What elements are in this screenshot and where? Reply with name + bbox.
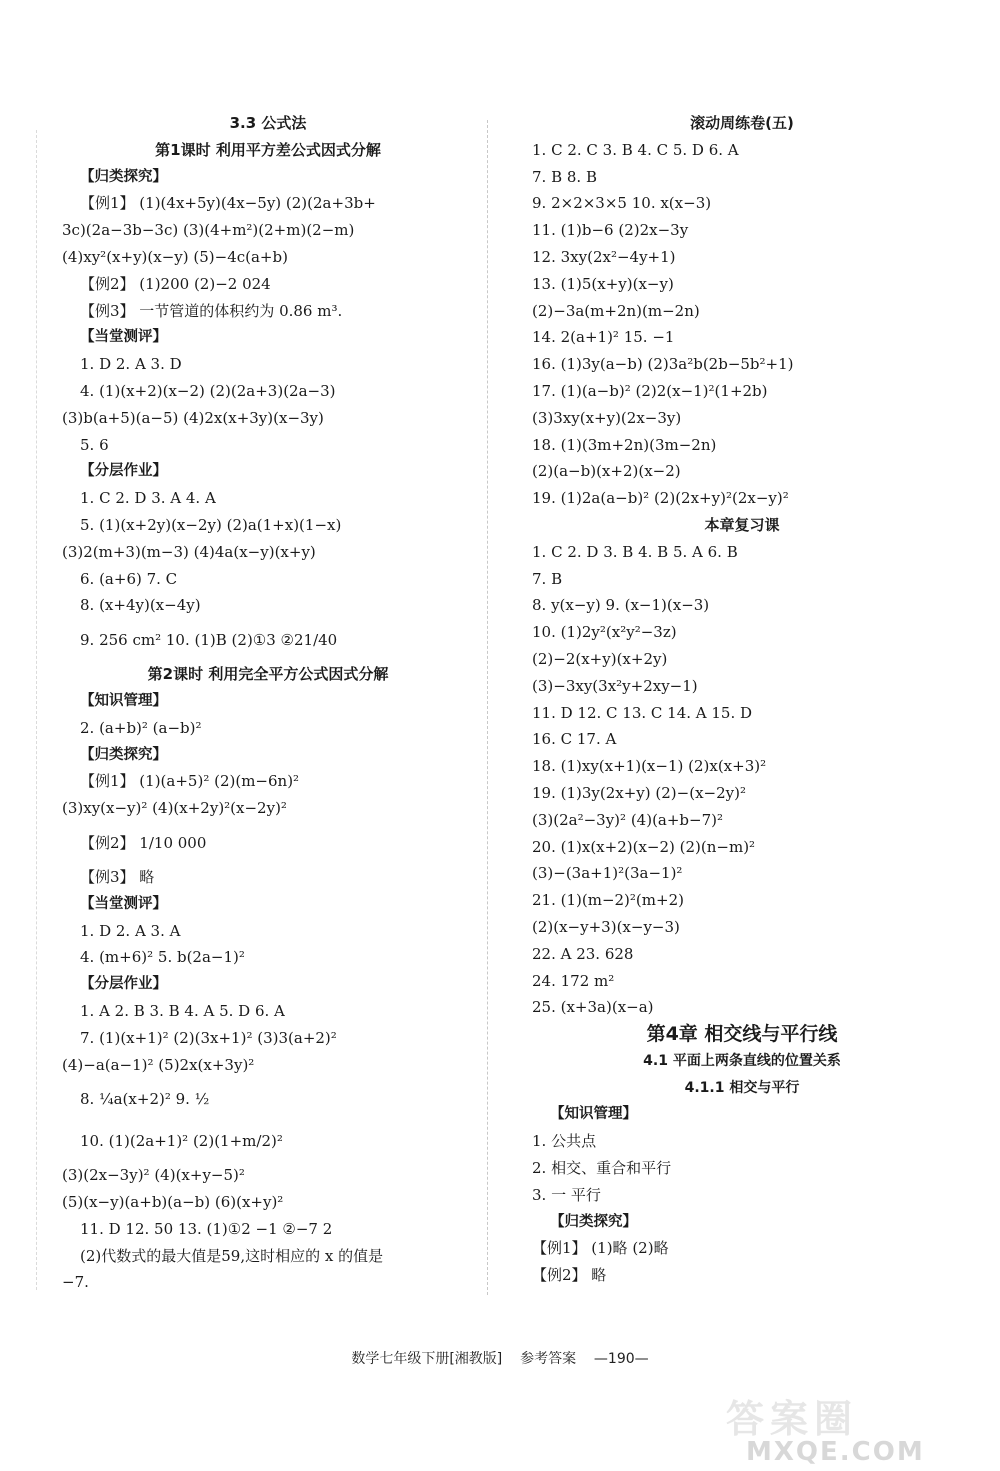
answer-line: 7. (1)(x+1)² (2)(3x+1)² (3)3(a+2)² (80, 1028, 337, 1047)
section-heading: 4.1.1 相交与平行 (684, 1079, 800, 1096)
answer-line: (2)代数式的最大值是59,这时相应的 x 的值是 (80, 1246, 384, 1265)
answer-line: (5)(x−y)(a+b)(a−b) (6)(x+y)² (62, 1193, 284, 1212)
answer-line: (3)3xy(x+y)(2x−3y) (532, 408, 682, 427)
section-heading: 第2课时 利用完全平方公式因式分解 (147, 665, 389, 684)
answer-line: 1. 公共点 (532, 1132, 597, 1151)
answer-line: (4)−a(a−1)² (5)2x(x+3y)² (62, 1055, 255, 1074)
answer-line: 19. (1)3y(2x+y) (2)−(x−2y)² (532, 783, 746, 802)
section-heading: 滚动周练卷(五) (690, 114, 794, 132)
answer-line: 【例3】 略 (80, 867, 155, 886)
column-divider (487, 120, 488, 1295)
answer-line: 3c)(2a−3b−3c) (3)(4+m²)(2+m)(2−m) (62, 221, 355, 240)
watermark-url: MXQE.COM (746, 1437, 925, 1467)
answer-line: 1. D 2. A 3. D (80, 355, 182, 374)
answer-line: (3)b(a+5)(a−5) (4)2x(x+3y)(x−3y) (62, 408, 324, 427)
watermark-text: 答案圈 (726, 1397, 859, 1441)
section-heading: 第4章 相交线与平行线 (646, 1023, 838, 1046)
answer-line: 1. C 2. D 3. B 4. B 5. A 6. B (532, 542, 738, 561)
section-heading: 本章复习课 (704, 515, 780, 534)
answer-line: (4)xy²(x+y)(x−y) (5)−4c(a+b) (62, 247, 288, 266)
answer-line: 12. 3xy(2x²−4y+1) (532, 247, 676, 266)
answer-line: 9. 2×2×3×5 10. x(x−3) (532, 194, 712, 213)
answer-line: 7. B (532, 569, 563, 588)
answer-line: (3)2(m+3)(m−3) (4)4a(x−y)(x+y) (62, 542, 316, 561)
answer-line: 11. D 12. C 13. C 14. A 15. D (532, 703, 753, 722)
answer-line: 2. (a+b)² (a−b)² (80, 718, 202, 737)
answer-line: 【例1】 (1)略 (2)略 (532, 1239, 669, 1258)
answer-line: 14. 2(a+1)² 15. −1 (532, 328, 675, 347)
answer-line: 1. A 2. B 3. B 4. A 5. D 6. A (80, 1001, 285, 1020)
answer-line: 8. (x+4y)(x−4y) (80, 596, 201, 615)
answer-line: (2)(a−b)(x+2)(x−2) (532, 462, 681, 481)
answer-line: 【例3】 一节管道的体积约为 0.86 m³. (80, 301, 343, 320)
answer-line: 4. (1)(x+2)(x−2) (2)(2a+3)(2a−3) (80, 381, 336, 400)
answer-line: 17. (1)(a−b)² (2)2(x−1)²(1+2b) (532, 381, 768, 400)
answer-line: (3)(2x−3y)² (4)(x+y−5)² (62, 1166, 245, 1185)
category-tag: 【归类探究】 (550, 1213, 637, 1230)
page-number: —190— (593, 1351, 649, 1367)
answer-line: 7. B 8. B (532, 167, 597, 186)
answer-line: 3. 一 平行 (532, 1185, 601, 1204)
page-footer (0, 1348, 1000, 1368)
answer-line: 6. (a+6) 7. C (80, 569, 178, 588)
category-tag: 【归类探究】 (80, 746, 167, 763)
answer-line: 18. (1)(3m+2n)(3m−2n) (532, 435, 717, 454)
section-heading: 4.1 平面上两条直线的位置关系 (643, 1052, 841, 1069)
answer-line: (3)−(3a+1)²(3a−1)² (532, 864, 683, 883)
answer-line: 16. C 17. A (532, 730, 617, 749)
category-tag: 【知识管理】 (550, 1106, 637, 1123)
section-heading: 3.3 公式法 (229, 114, 307, 132)
answer-line: 21. (1)(m−2)²(m+2) (532, 891, 684, 910)
section-heading: 第1课时 利用平方差公式因式分解 (155, 140, 381, 159)
answer-line: 【例1】 (1)(a+5)² (2)(m−6n)² (80, 772, 300, 791)
category-tag: 【分层作业】 (80, 976, 167, 993)
answer-line: (3)(2a²−3y)² (4)(a+b−7)² (532, 810, 724, 829)
answer-line: 9. 256 cm² 10. (1)B (2)①3 ②21/40 (80, 631, 338, 650)
left-margin-divider (36, 130, 37, 1290)
answer-line: 5. (1)(x+2y)(x−2y) (2)a(1+x)(1−x) (80, 515, 342, 534)
answer-line: 【例2】 (1)200 (2)−2 024 (80, 274, 271, 293)
category-tag: 【归类探究】 (80, 168, 167, 185)
answer-line: 25. (x+3a)(x−a) (532, 998, 654, 1017)
footer-book-title: 数学七年级下册[湘教版] (351, 1351, 503, 1367)
category-tag: 【知识管理】 (80, 692, 167, 709)
answer-line: (3)−3xy(3x²y+2xy−1) (532, 676, 698, 695)
answer-line: 20. (1)x(x+2)(x−2) (2)(n−m)² (532, 837, 756, 856)
answer-line: 5. 6 (80, 435, 109, 454)
answer-line: 1. C 2. C 3. B 4. C 5. D 6. A (532, 140, 739, 159)
answer-line: 11. D 12. 50 13. (1)①2 −1 ②−7 2 (80, 1219, 333, 1238)
answer-line: (2)−3a(m+2n)(m−2n) (532, 301, 700, 320)
answer-line: 10. (1)(2a+1)² (2)(1+m/2)² (80, 1132, 283, 1151)
category-tag: 【当堂测评】 (80, 895, 167, 912)
answer-line: 1. C 2. D 3. A 4. A (80, 489, 216, 508)
right-column (532, 110, 952, 1289)
answer-line: 16. (1)3y(a−b) (2)3a²b(2b−5b²+1) (532, 355, 794, 374)
answer-line: 19. (1)2a(a−b)² (2)(2x+y)²(2x−y)² (532, 489, 789, 508)
answer-line: −7. (62, 1273, 89, 1292)
answer-line: (2)−2(x+y)(x+2y) (532, 649, 668, 668)
answer-line: 【例2】 略 (532, 1266, 607, 1285)
category-tag: 【分层作业】 (80, 463, 167, 480)
answer-line: 18. (1)xy(x+1)(x−1) (2)x(x+3)² (532, 757, 767, 776)
left-column (62, 110, 474, 1296)
category-tag: 【当堂测评】 (80, 329, 167, 346)
answer-line: 8. y(x−y) 9. (x−1)(x−3) (532, 596, 710, 615)
answer-line: (3)xy(x−y)² (4)(x+2y)²(x−2y)² (62, 799, 287, 818)
answer-line: 【例1】 (1)(4x+5y)(4x−5y) (2)(2a+3b+ (80, 194, 376, 213)
answer-line: 13. (1)5(x+y)(x−y) (532, 274, 674, 293)
answer-line: 24. 172 m² (532, 971, 615, 990)
answer-line: 4. (m+6)² 5. b(2a−1)² (80, 948, 245, 967)
answer-line: 10. (1)2y²(x²y²−3z) (532, 623, 677, 642)
answer-line: 8. ¼a(x+2)² 9. ½ (80, 1090, 210, 1109)
answer-line: (2)(x−y+3)(x−y−3) (532, 917, 680, 936)
answer-line: 22. A 23. 628 (532, 944, 634, 963)
answer-line: 【例2】 1/10 000 (80, 833, 207, 852)
answer-line: 11. (1)b−6 (2)2x−3y (532, 221, 689, 240)
footer-section: 参考答案 (520, 1351, 577, 1367)
answer-line: 1. D 2. A 3. A (80, 921, 181, 940)
watermark-logo (726, 1388, 966, 1468)
answer-line: 2. 相交、重合和平行 (532, 1159, 672, 1178)
